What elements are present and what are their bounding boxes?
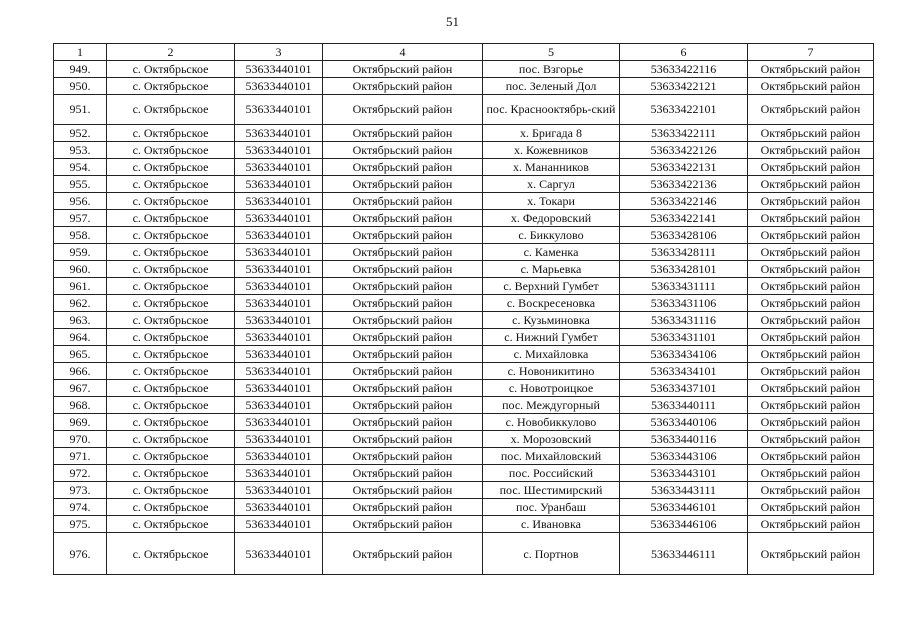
- table-cell: 53633440116: [620, 431, 748, 448]
- table-cell: с. Октябрьское: [107, 397, 235, 414]
- table-row: [54, 278, 874, 295]
- table-cell: с. Нижний Гумбет: [483, 329, 620, 346]
- table-cell: х. Кожевников: [483, 142, 620, 159]
- table-cell: Октябрьский район: [323, 95, 483, 125]
- column-header: 7: [748, 44, 874, 61]
- table-cell: 53633440111: [620, 397, 748, 414]
- table-cell: 965.: [54, 346, 107, 363]
- table-cell: с. Октябрьское: [107, 176, 235, 193]
- page-number: 51: [446, 14, 459, 29]
- table-cell: 53633431106: [620, 295, 748, 312]
- table-cell: Октябрьский район: [323, 431, 483, 448]
- table-cell: с. Воскресеновка: [483, 295, 620, 312]
- table-cell: с. Октябрьское: [107, 295, 235, 312]
- table-cell: Октябрьский район: [748, 363, 874, 380]
- table-cell: Октябрьский район: [323, 363, 483, 380]
- table-cell: Октябрьский район: [748, 61, 874, 78]
- table-cell: Октябрьский район: [748, 397, 874, 414]
- table-row: [54, 193, 874, 210]
- table-cell: 53633422111: [620, 125, 748, 142]
- table-body: [54, 61, 874, 575]
- table-cell: Октябрьский район: [748, 142, 874, 159]
- table-cell: Октябрьский район: [323, 159, 483, 176]
- table-cell: 969.: [54, 414, 107, 431]
- table-cell: Октябрьский район: [748, 210, 874, 227]
- table-cell: 53633428106: [620, 227, 748, 244]
- table-cell: с. Октябрьское: [107, 312, 235, 329]
- table-cell: с. Октябрьское: [107, 244, 235, 261]
- table-cell: Октябрьский район: [748, 159, 874, 176]
- table-cell: 970.: [54, 431, 107, 448]
- table-cell: Октябрьский район: [323, 482, 483, 499]
- table-cell: Октябрьский район: [323, 61, 483, 78]
- table-cell: 53633446106: [620, 516, 748, 533]
- table-cell: Октябрьский район: [748, 465, 874, 482]
- settlement-table: [53, 43, 874, 575]
- table-cell: Октябрьский район: [748, 125, 874, 142]
- table-cell: Октябрьский район: [323, 397, 483, 414]
- table-cell: 53633440101: [235, 448, 323, 465]
- table-cell: Октябрьский район: [323, 278, 483, 295]
- table-cell: 961.: [54, 278, 107, 295]
- table-row: [54, 431, 874, 448]
- table-cell: 949.: [54, 61, 107, 78]
- table-cell: 53633440101: [235, 261, 323, 278]
- table-cell: х. Мананников: [483, 159, 620, 176]
- table-cell: с. Октябрьское: [107, 159, 235, 176]
- table-cell: 952.: [54, 125, 107, 142]
- table-cell: 53633437101: [620, 380, 748, 397]
- table-cell: 53633446101: [620, 499, 748, 516]
- table-cell: 53633446111: [620, 533, 748, 575]
- table-cell: пос. Зеленый Дол: [483, 78, 620, 95]
- table-cell: Октябрьский район: [323, 414, 483, 431]
- table-cell: 53633440101: [235, 125, 323, 142]
- table-cell: 53633431116: [620, 312, 748, 329]
- table-cell: с. Каменка: [483, 244, 620, 261]
- table-cell: 975.: [54, 516, 107, 533]
- table-row: [54, 244, 874, 261]
- table-cell: Октябрьский район: [323, 465, 483, 482]
- table-cell: 53633422141: [620, 210, 748, 227]
- table-cell: 53633443101: [620, 465, 748, 482]
- column-header: 1: [54, 44, 107, 61]
- table-cell: 956.: [54, 193, 107, 210]
- table-cell: 957.: [54, 210, 107, 227]
- table-cell: с. Верхний Гумбет: [483, 278, 620, 295]
- table-cell: Октябрьский район: [323, 499, 483, 516]
- table-row: [54, 465, 874, 482]
- table-cell: 951.: [54, 95, 107, 125]
- column-header: 3: [235, 44, 323, 61]
- table-cell: с. Октябрьское: [107, 125, 235, 142]
- table-cell: 962.: [54, 295, 107, 312]
- table-cell: х. Бригада 8: [483, 125, 620, 142]
- table-row: [54, 78, 874, 95]
- table-cell: с. Кузьминовка: [483, 312, 620, 329]
- table-cell: х. Федоровский: [483, 210, 620, 227]
- table-cell: Октябрьский район: [748, 278, 874, 295]
- table-row: [54, 346, 874, 363]
- table-cell: 967.: [54, 380, 107, 397]
- table-row: [54, 380, 874, 397]
- table-cell: 53633440101: [235, 465, 323, 482]
- table-cell: Октябрьский район: [323, 261, 483, 278]
- table-cell: 53633443111: [620, 482, 748, 499]
- table-cell: пос. Взгорье: [483, 61, 620, 78]
- table-header-row: [54, 44, 874, 61]
- table-cell: 53633440101: [235, 193, 323, 210]
- table-cell: Октябрьский район: [748, 193, 874, 210]
- table-row: [54, 176, 874, 193]
- table-cell: Октябрьский район: [323, 516, 483, 533]
- table-cell: Октябрьский район: [323, 210, 483, 227]
- table-row: [54, 61, 874, 78]
- table-cell: Октябрьский район: [323, 295, 483, 312]
- table-cell: 950.: [54, 78, 107, 95]
- table-cell: 53633440101: [235, 533, 323, 575]
- table-cell: 954.: [54, 159, 107, 176]
- table-cell: с. Октябрьское: [107, 278, 235, 295]
- table-cell: 53633440106: [620, 414, 748, 431]
- table-cell: 959.: [54, 244, 107, 261]
- table-cell: 53633440101: [235, 295, 323, 312]
- table-cell: 53633443106: [620, 448, 748, 465]
- table-cell: Октябрьский район: [748, 431, 874, 448]
- table-cell: 53633440101: [235, 414, 323, 431]
- table-cell: 53633428101: [620, 261, 748, 278]
- table-cell: Октябрьский район: [323, 142, 483, 159]
- table-cell: х. Саргул: [483, 176, 620, 193]
- table-cell: х. Морозовский: [483, 431, 620, 448]
- table-cell: с. Октябрьское: [107, 95, 235, 125]
- table-row: [54, 482, 874, 499]
- table-row: [54, 312, 874, 329]
- table-cell: с. Новобиккулово: [483, 414, 620, 431]
- table-cell: Октябрьский район: [323, 380, 483, 397]
- table-row: [54, 227, 874, 244]
- table-cell: с. Октябрьское: [107, 210, 235, 227]
- table-cell: Октябрьский район: [323, 448, 483, 465]
- table-cell: Октябрьский район: [323, 533, 483, 575]
- table-cell: 53633440101: [235, 499, 323, 516]
- table-cell: Октябрьский район: [323, 176, 483, 193]
- table-cell: пос. Михайловский: [483, 448, 620, 465]
- table-cell: с. Октябрьское: [107, 61, 235, 78]
- table-cell: Октябрьский район: [748, 448, 874, 465]
- table-cell: Октябрьский район: [748, 533, 874, 575]
- table-cell: 53633422116: [620, 61, 748, 78]
- table-cell: с. Марьевка: [483, 261, 620, 278]
- table-cell: 53633440101: [235, 431, 323, 448]
- table-cell: 973.: [54, 482, 107, 499]
- table-cell: с. Новотроицкое: [483, 380, 620, 397]
- table-row: [54, 414, 874, 431]
- table-cell: с. Октябрьское: [107, 380, 235, 397]
- table-row: [54, 142, 874, 159]
- table-cell: 53633440101: [235, 312, 323, 329]
- table-cell: Октябрьский район: [748, 414, 874, 431]
- table-cell: 955.: [54, 176, 107, 193]
- table-cell: Октябрьский район: [323, 227, 483, 244]
- table-cell: 53633434106: [620, 346, 748, 363]
- table-row: [54, 533, 874, 575]
- table-cell: 53633440101: [235, 78, 323, 95]
- table-cell: 53633440101: [235, 176, 323, 193]
- table-cell: Октябрьский район: [323, 193, 483, 210]
- column-header: 5: [483, 44, 620, 61]
- table-cell: Октябрьский район: [323, 244, 483, 261]
- table-row: [54, 295, 874, 312]
- table-cell: с. Октябрьское: [107, 414, 235, 431]
- table-cell: Октябрьский район: [748, 78, 874, 95]
- table-cell: 968.: [54, 397, 107, 414]
- table-cell: 53633434101: [620, 363, 748, 380]
- table-cell: 53633422136: [620, 176, 748, 193]
- table-cell: 53633422126: [620, 142, 748, 159]
- table-cell: 53633428111: [620, 244, 748, 261]
- table-cell: с. Михайловка: [483, 346, 620, 363]
- table-cell: 53633440101: [235, 380, 323, 397]
- table-cell: 53633440101: [235, 516, 323, 533]
- table-cell: Октябрьский район: [323, 329, 483, 346]
- table-cell: с. Портнов: [483, 533, 620, 575]
- table-row: [54, 329, 874, 346]
- table-cell: с. Новоникитино: [483, 363, 620, 380]
- table-cell: 53633440101: [235, 210, 323, 227]
- column-header: 2: [107, 44, 235, 61]
- table-cell: с. Октябрьское: [107, 448, 235, 465]
- table-row: [54, 397, 874, 414]
- table-cell: 971.: [54, 448, 107, 465]
- table-cell: пос. Шестимирский: [483, 482, 620, 499]
- table-cell: Октябрьский район: [748, 380, 874, 397]
- table-row: [54, 448, 874, 465]
- table-cell: с. Октябрьское: [107, 516, 235, 533]
- table-cell: с. Октябрьское: [107, 499, 235, 516]
- table-cell: Октябрьский район: [748, 95, 874, 125]
- table-cell: Октябрьский район: [748, 176, 874, 193]
- table-row: [54, 95, 874, 125]
- table-cell: пос. Междугорный: [483, 397, 620, 414]
- table-cell: 53633422101: [620, 95, 748, 125]
- table-cell: с. Октябрьское: [107, 227, 235, 244]
- table-cell: х. Токари: [483, 193, 620, 210]
- table-cell: 53633440101: [235, 95, 323, 125]
- table-cell: Октябрьский район: [748, 244, 874, 261]
- table-cell: 53633440101: [235, 346, 323, 363]
- table-cell: Октябрьский район: [323, 125, 483, 142]
- table-cell: 974.: [54, 499, 107, 516]
- table-cell: 972.: [54, 465, 107, 482]
- table-row: [54, 363, 874, 380]
- table-cell: Октябрьский район: [748, 227, 874, 244]
- table-cell: 964.: [54, 329, 107, 346]
- table-cell: с. Ивановка: [483, 516, 620, 533]
- table-cell: 958.: [54, 227, 107, 244]
- table-cell: 53633440101: [235, 397, 323, 414]
- table-cell: 53633440101: [235, 482, 323, 499]
- table-cell: 53633422121: [620, 78, 748, 95]
- table-cell: 53633422146: [620, 193, 748, 210]
- table-row: [54, 125, 874, 142]
- table-cell: Октябрьский район: [748, 499, 874, 516]
- table-cell: 53633440101: [235, 227, 323, 244]
- table-cell: 53633431111: [620, 278, 748, 295]
- table-row: [54, 499, 874, 516]
- table-row: [54, 516, 874, 533]
- table-cell: с. Октябрьское: [107, 482, 235, 499]
- table-cell: 53633440101: [235, 244, 323, 261]
- table-cell: пос. Краснооктябрь-ский: [483, 95, 620, 125]
- table-cell: 53633440101: [235, 278, 323, 295]
- table-cell: 960.: [54, 261, 107, 278]
- table-cell: 53633440101: [235, 159, 323, 176]
- table-cell: 53633440101: [235, 61, 323, 78]
- table-cell: Октябрьский район: [748, 295, 874, 312]
- table-cell: с. Октябрьское: [107, 193, 235, 210]
- table-cell: Октябрьский район: [323, 346, 483, 363]
- table-cell: с. Октябрьское: [107, 431, 235, 448]
- table-cell: пос. Уранбаш: [483, 499, 620, 516]
- table-cell: 966.: [54, 363, 107, 380]
- table-cell: Октябрьский район: [748, 516, 874, 533]
- table-cell: с. Октябрьское: [107, 533, 235, 575]
- table-cell: Октябрьский район: [748, 312, 874, 329]
- table-cell: Октябрьский район: [323, 312, 483, 329]
- table-row: [54, 159, 874, 176]
- table-cell: с. Октябрьское: [107, 261, 235, 278]
- table-cell: 53633431101: [620, 329, 748, 346]
- table-cell: пос. Российский: [483, 465, 620, 482]
- table-cell: 53633440101: [235, 142, 323, 159]
- table-cell: 976.: [54, 533, 107, 575]
- table-cell: 963.: [54, 312, 107, 329]
- table-cell: Октябрьский район: [748, 346, 874, 363]
- table-cell: 953.: [54, 142, 107, 159]
- table-cell: с. Биккулово: [483, 227, 620, 244]
- table-cell: Октябрьский район: [748, 261, 874, 278]
- column-header: 4: [323, 44, 483, 61]
- table-cell: с. Октябрьское: [107, 329, 235, 346]
- table-cell: с. Октябрьское: [107, 78, 235, 95]
- table-cell: с. Октябрьское: [107, 465, 235, 482]
- table-cell: Октябрьский район: [748, 482, 874, 499]
- table-cell: с. Октябрьское: [107, 346, 235, 363]
- table-row: [54, 210, 874, 227]
- table-cell: с. Октябрьское: [107, 142, 235, 159]
- table-cell: Октябрьский район: [323, 78, 483, 95]
- table-cell: с. Октябрьское: [107, 363, 235, 380]
- table-row: [54, 261, 874, 278]
- table-cell: 53633440101: [235, 363, 323, 380]
- table-cell: Октябрьский район: [748, 329, 874, 346]
- column-header: 6: [620, 44, 748, 61]
- table-cell: 53633440101: [235, 329, 323, 346]
- table-cell: 53633422131: [620, 159, 748, 176]
